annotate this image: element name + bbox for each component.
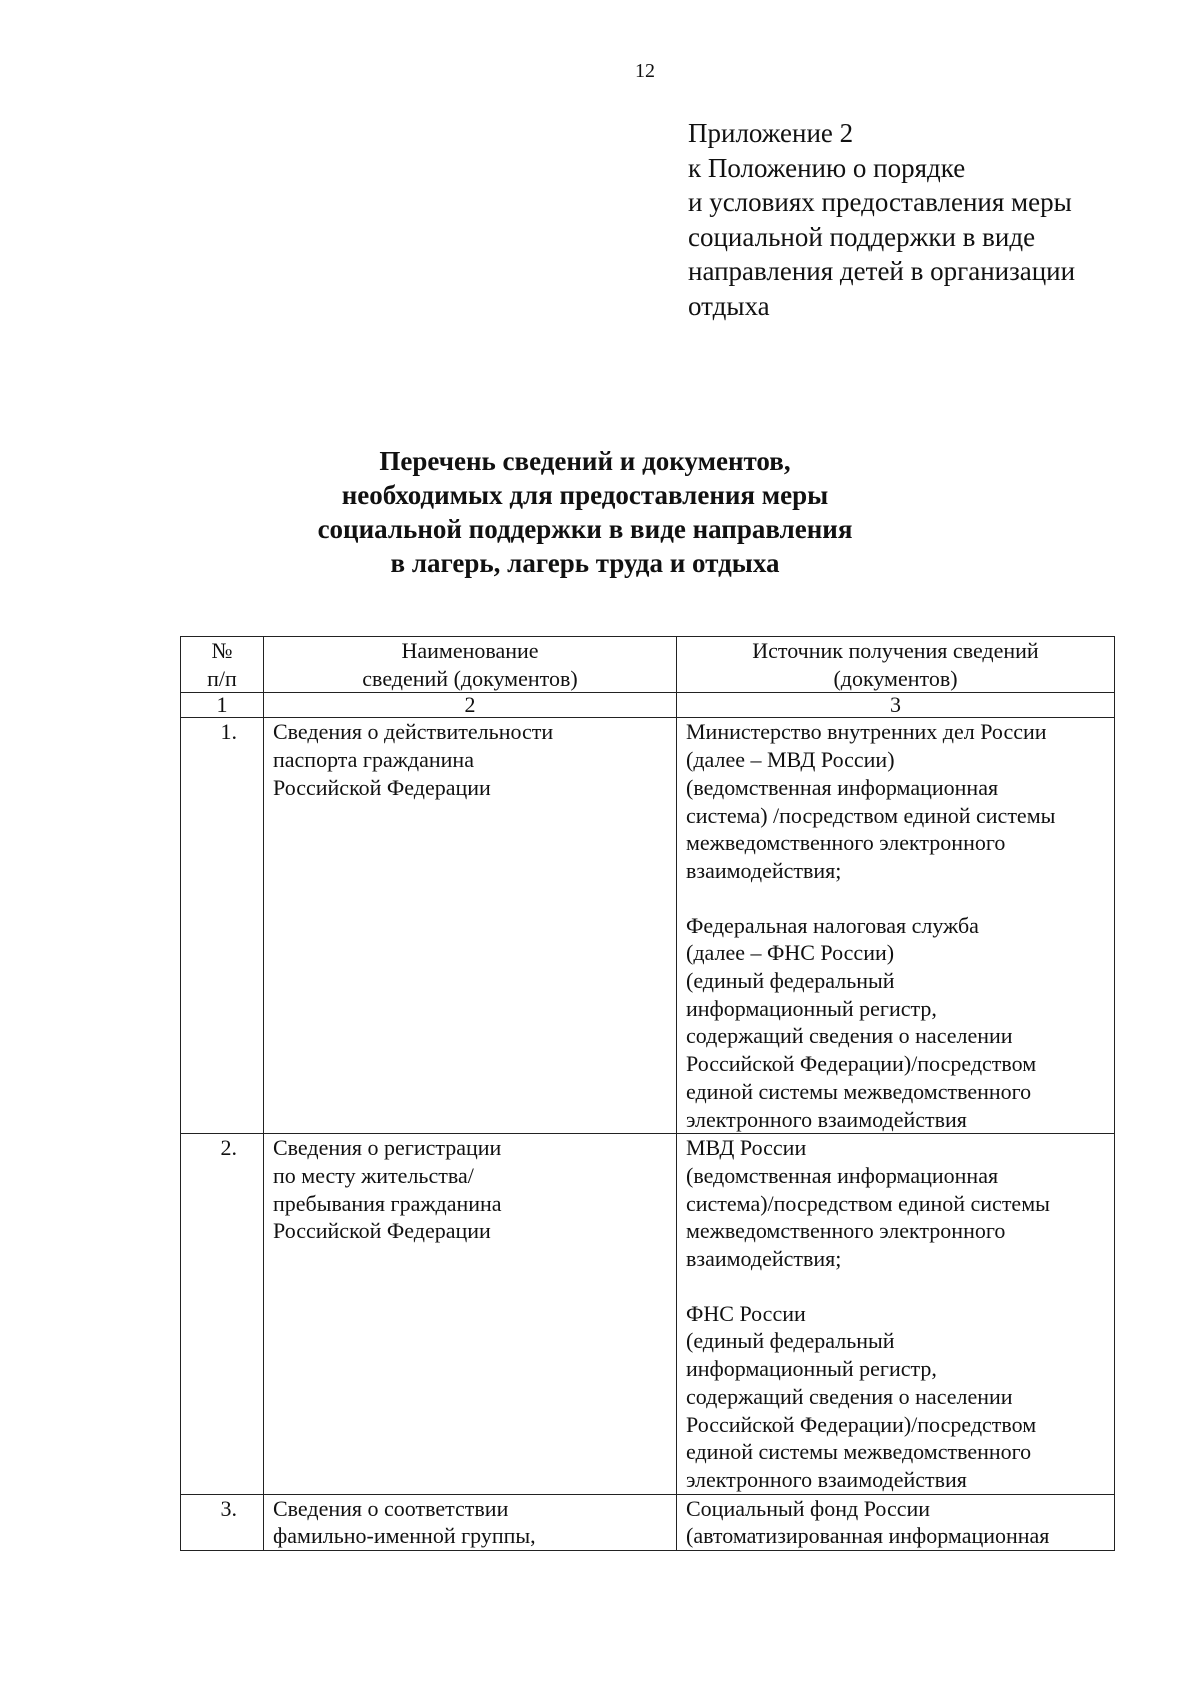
source-line: система) /посредством единой системы <box>686 802 1056 828</box>
source-line: Федеральная налоговая служба <box>686 912 979 938</box>
documents-table <box>180 636 1115 1551</box>
source-line: (автоматизированная информационная <box>686 1523 1050 1549</box>
row-number: 1. <box>181 718 264 1134</box>
appendix-line: к Положению о порядке <box>688 152 966 183</box>
row-number: 2. <box>181 1134 264 1494</box>
row-name-line: паспорта гражданина <box>273 747 474 773</box>
source-line: содержащий сведения о населении <box>686 1023 1013 1049</box>
table-row <box>181 1134 1115 1494</box>
source-block <box>686 912 1105 1134</box>
source-line: (единый федеральный <box>686 1328 895 1354</box>
page-number: 12 <box>635 60 655 82</box>
source-line: информационный регистр, <box>686 995 937 1021</box>
source-line: электронного взаимодействия <box>686 1106 967 1132</box>
source-block <box>686 1134 1105 1273</box>
source-block <box>686 718 1105 884</box>
row-source <box>677 718 1115 1134</box>
source-line: (далее – МВД России) <box>686 747 895 773</box>
source-line: (далее – ФНС России) <box>686 940 895 966</box>
row-name-line: Российской Федерации <box>273 774 491 800</box>
row-source <box>677 1494 1115 1550</box>
header-name-line: Наименование <box>401 638 539 663</box>
header-num <box>181 637 264 693</box>
source-line: содержащий сведения о населении <box>686 1383 1013 1409</box>
title-line: необходимых для предоставления меры <box>341 480 829 510</box>
row-name-line: Российской Федерации <box>273 1218 491 1244</box>
source-line: МВД России <box>686 1135 807 1161</box>
source-line: (единый федеральный <box>686 968 895 994</box>
header-source-line: (документов) <box>833 665 958 691</box>
row-name <box>264 718 677 1134</box>
row-number: 3. <box>181 1494 264 1550</box>
table-row <box>181 718 1115 1134</box>
source-line: Российской Федерации)/посредством <box>686 1051 1037 1077</box>
header-name <box>264 637 677 693</box>
source-line: (ведомственная информационная <box>686 774 999 800</box>
header-num-line: № <box>211 638 233 663</box>
column-index: 1 <box>181 693 264 718</box>
appendix-line: отдыха <box>688 290 770 321</box>
row-name-line: по месту жительства/ <box>273 1162 474 1188</box>
source-line: Министерство внутренних дел России <box>686 719 1047 745</box>
source-line: (ведомственная информационная <box>686 1162 999 1188</box>
appendix-line: социальной поддержки в виде <box>688 221 1036 252</box>
header-source-line: Источник получения сведений <box>752 638 1039 663</box>
source-block <box>686 1300 1105 1494</box>
source-line: единой системы межведомственного <box>686 1078 1032 1104</box>
title-line: в лагерь, лагерь труда и отдыха <box>390 548 780 578</box>
appendix-header <box>688 116 1075 323</box>
table-row <box>181 1494 1115 1550</box>
header-name-line: сведений (документов) <box>362 665 578 691</box>
title-line: Перечень сведений и документов, <box>379 446 791 476</box>
appendix-line: и условиях предоставления меры <box>688 187 1072 217</box>
source-line: информационный регистр, <box>686 1356 937 1382</box>
appendix-line: Приложение 2 <box>688 118 854 148</box>
table-header-row <box>181 637 1115 693</box>
source-block <box>686 1495 1105 1550</box>
column-index: 2 <box>264 693 677 718</box>
header-source <box>677 637 1115 693</box>
row-name-line: Сведения о соответствии <box>273 1495 509 1521</box>
source-line: единой системы межведомственного <box>686 1439 1032 1465</box>
source-line: электронного взаимодействия <box>686 1466 967 1492</box>
row-name-line: пребывания гражданина <box>273 1190 502 1216</box>
row-name <box>264 1134 677 1494</box>
source-line: система)/посредством единой системы <box>686 1190 1050 1216</box>
appendix-line: направления детей в организации <box>688 256 1076 286</box>
title-line: социальной поддержки в виде направления <box>317 514 853 544</box>
source-line: ФНС России <box>686 1300 806 1326</box>
column-index: 3 <box>677 693 1115 718</box>
header-num-line: п/п <box>207 665 237 691</box>
row-name <box>264 1494 677 1550</box>
row-name-line: фамильно-именной группы, <box>273 1523 536 1549</box>
document-title <box>0 444 1170 580</box>
source-line: межведомственного электронного <box>686 1218 1006 1244</box>
source-line: взаимодействия; <box>686 1246 842 1272</box>
column-index-row <box>181 693 1115 718</box>
source-line: взаимодействия; <box>686 857 842 883</box>
row-source <box>677 1134 1115 1494</box>
row-name-line: Сведения о регистрации <box>273 1135 502 1161</box>
source-line: Российской Федерации)/посредством <box>686 1411 1037 1437</box>
source-line: межведомственного электронного <box>686 830 1006 856</box>
row-name-line: Сведения о действительности <box>273 719 554 745</box>
source-line: Социальный фонд России <box>686 1495 931 1521</box>
